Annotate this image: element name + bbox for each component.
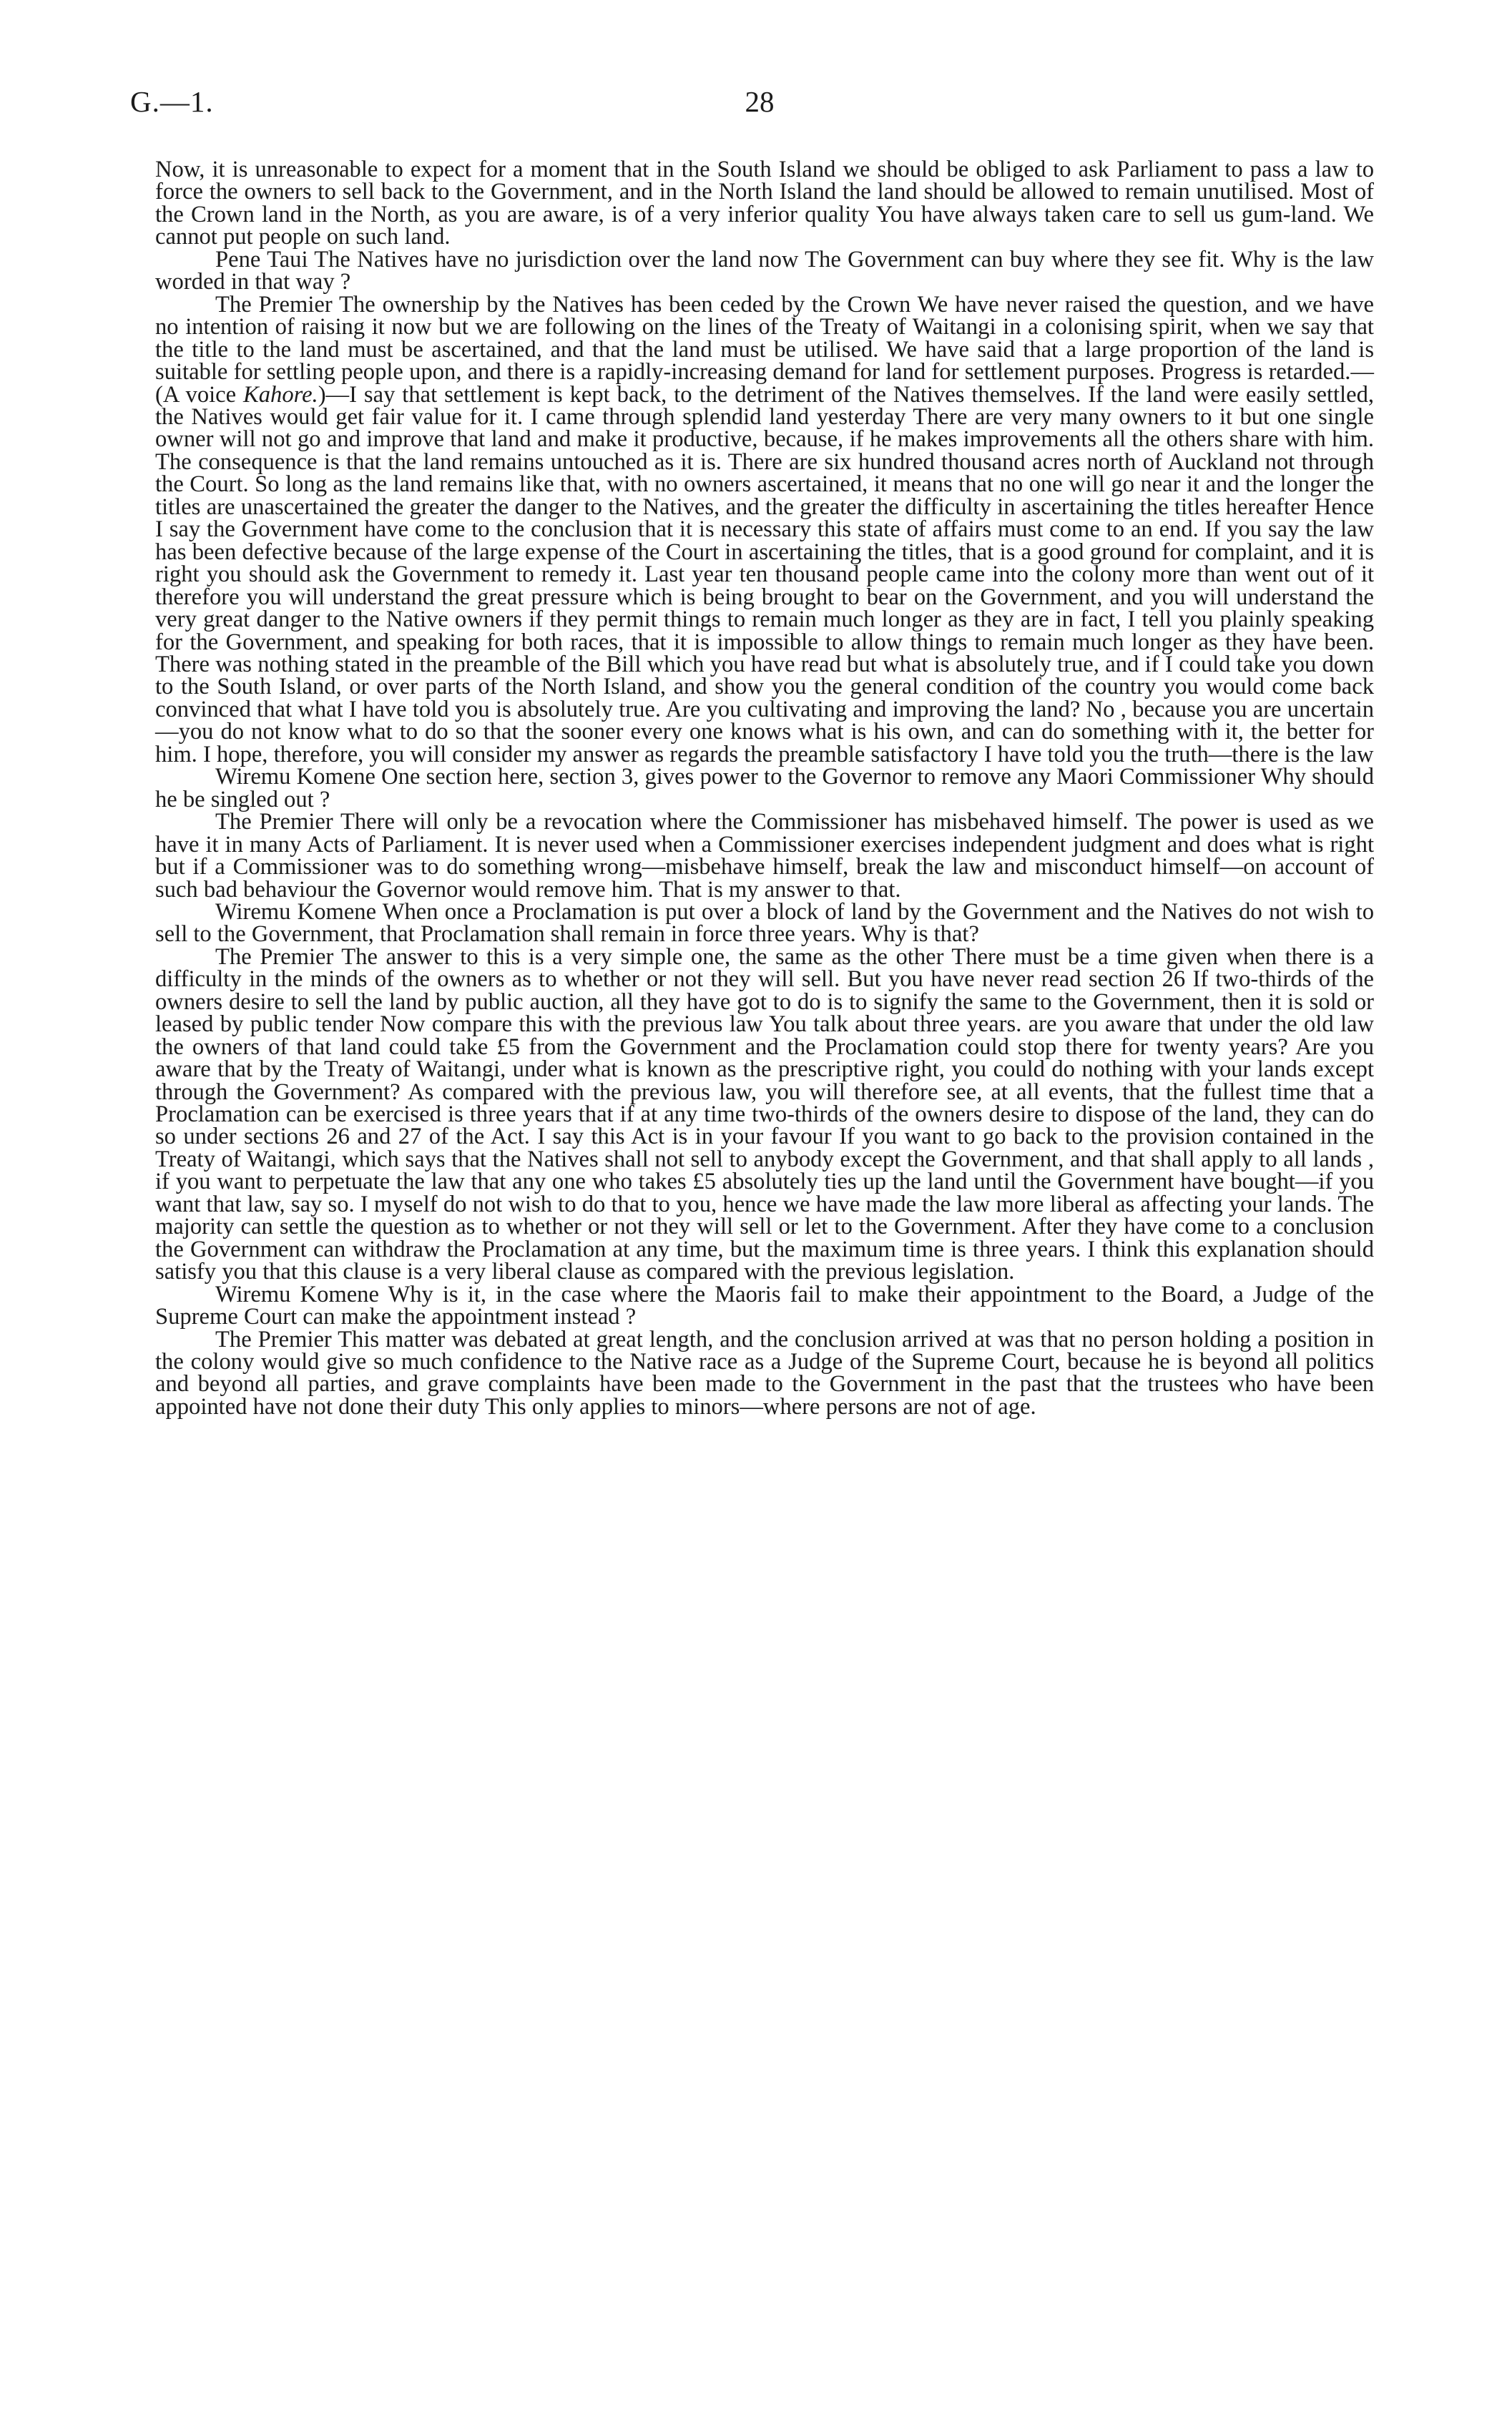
paragraph-1	[155, 246, 1374, 295]
paragraph-2	[155, 291, 1375, 767]
document-body	[155, 159, 1374, 1418]
paragraph-5	[155, 898, 1374, 948]
page-header	[130, 84, 1389, 130]
paragraph-0	[155, 159, 1374, 249]
italic-interjection: Kahore.	[243, 381, 318, 408]
paragraph-text: The Natives have no jurisdiction over the land now The Government can buy where they see fit. Why is the law worded in that way ?	[155, 246, 1374, 295]
speaker-name: Wiremu Komene	[215, 1281, 379, 1307]
paragraph-text: When once a Proclamation is put over a block of land by the Government and the Natives do not wish to sell to the Government, that Proclamation shall remain in force three years. Why is that?	[155, 898, 1374, 948]
paragraph-7	[155, 1281, 1374, 1330]
paragraph-text: The ownership by the Natives has been ceded by the Crown We have never raised the question, and we have no intention of raising it now but we are following on the lines of the Treaty of Waitangi in a colonising spirit, when we say that the title to the land must be ascertained, and that the land must be utilised. We have said that a large proportion of the land is suitable for settling people upon, and there is a rapidly-increasing demand for land for settlement purposes. Progress is retarded.—(A voice	[155, 291, 1374, 408]
paragraph-8	[155, 1326, 1374, 1420]
speaker-name: Wiremu Komene	[215, 764, 375, 790]
speaker-name: The Premier	[215, 943, 334, 970]
document-reference: G.—1.	[130, 85, 214, 118]
paragraph-4	[155, 811, 1374, 901]
paragraph-text: Why is it, in the case where the Maoris fail to make their appointment to the Board, a Judge of the Supreme Court can make the appointment instead ?	[155, 1281, 1374, 1330]
paragraph-text: Now, it is unreasonable to expect for a moment that in the South Island we should be obliged to ask Parliament to pass a law to force the owners to sell back to the Government, and in the North Island the land should be allowed to remain unutilised. Most of the Crown land in the North, as you are aware, is of a very inferior quality You have always taken care to sell us gum-land. We cannot put people on such land.	[155, 157, 1374, 250]
paragraph-text: There will only be a revocation where the Commissioner has misbehaved himself. The power is used as we have it in many Acts of Parliament. It is never used when a Commissioner exercises independent judgment and does what is right but if a Commissioner was to do something wrong—misbehave himself, break the law and misconduct himself—on account of such bad behaviour the Governor would remove him. That is my answer to that.	[155, 809, 1374, 903]
paragraph-text: One section here, section 3, gives power to the Governor to remove any Maori Commissioner Why should he be singled out ?	[155, 764, 1374, 812]
paragraph-text: The answer to this is a very simple one, the same as the other There must be a time given when there is a difficulty in the minds of the owners as to whether or not they will sell. But you have never read section 26 If two-thirds of the owners desire to sell the land by public auction, all they have got to do is to signify the same to the Government, then it is sold or leased by public tender Now compare this with the previous law You talk about three years. are you aware that under the old law the owners of that land could take £5 from the Government and the Proclamation could stop there for twenty years? Are you aware that by the Treaty of Waitangi, under what is known as the prescriptive right, you could do nothing with your lands except through the Government? As compared with the previous law, you will therefore see, at all events, that the fullest time that a Proclamation can be exercised is three years that if at any time two-thirds of the owners desire to dispose of the land, they can do so under sections 26 and 27 of the Act. I say this Act is in your favour If you want to go back to the provision contained in the Treaty of Waitangi, which says that the Natives shall not sell to anybody except the Government, and that shall apply to all lands , if you want to perpetuate the law that any one who takes £5 absolutely ties up the land until the Government have bought—if you want that law, say so. I myself do not wish to do that to you, hence we have made the law more liberal as affecting your lands. The majority can settle the question as to whether or not they will sell or let to the Government. After they have come to a conclusion the Government can withdraw the Proclamation at any time, but the maximum time is three years. I think this explanation should satisfy you that this clause is a very liberal clause as compared with the previous legislation.	[155, 943, 1374, 1285]
paragraph-text-continued: )—I say that settlement is kept back, to the detriment of the Natives themselves. If the land were easily settled, the Natives would get fair value for it. I came through splendid land yesterday There are very many owners to it but one single owner will not go and improve that land and make it productive, because, if he makes improvements all the others share with him. The consequence is that the land remains untouched as it is. There are six hundred thousand acres north of Auckland not through the Court. So long as the land remains like that, with no owners ascertained, it means that no one will go near it and the longer the titles are unascertained the greater the danger to the Natives, and the greater the difficulty in ascertaining the titles hereafter Hence I say the Government have come to the conclusion that it is necessary this state of affairs must come to an end. If you say the law has been defective because of the large expense of the Court in ascertaining the titles, that is a good ground for complaint, and it is right you should ask the Government to remedy it. Last year ten thousand people came into the colony more than went out of it therefore you will understand the great pressure which is being brought to bear on the Government, and you will understand the very great danger to the Native owners if they permit things to remain much longer as they are in fact, I tell you plainly speaking for the Government, and speaking for both races, that it is impossible to allow things to remain much longer as they have been. There was nothing stated in the preamble of the Bill which you have read but what is absolutely true, and if I could take you down to the South Island, or over parts of the North Island, and show you the general condition of the country you would come back convinced that what I have told you is absolutely true. Are you cultivating and improving the land? No , because you are uncertain—you do not know what to do so that the sooner every one knows what is his own, and can do something with it, the better for him. I hope, therefore, you will consider my answer as regards the preamble satisfactory I have told you the truth—there is the law	[155, 381, 1375, 767]
speaker-name: The Premier	[215, 1326, 332, 1352]
paragraph-3	[155, 766, 1374, 811]
speaker-name: Wiremu Komene	[215, 898, 377, 925]
paragraph-text: This matter was debated at great length, and the conclusion arrived at was that no person holding a position in the colony would give so much confidence to the Native race as a Judge of the Supreme Court, because he is beyond all politics and beyond all parties, and grave complaints have been made to the Government in the past that the trustees who have been appointed have not done their duty This only applies to minors—where persons are not of age.	[155, 1326, 1374, 1420]
speaker-name: The Premier	[215, 291, 333, 318]
speaker-name: Pene Taui	[215, 246, 308, 272]
speaker-name: The Premier	[215, 809, 333, 835]
page-number: 28	[745, 85, 775, 118]
paragraph-6	[155, 943, 1374, 1285]
